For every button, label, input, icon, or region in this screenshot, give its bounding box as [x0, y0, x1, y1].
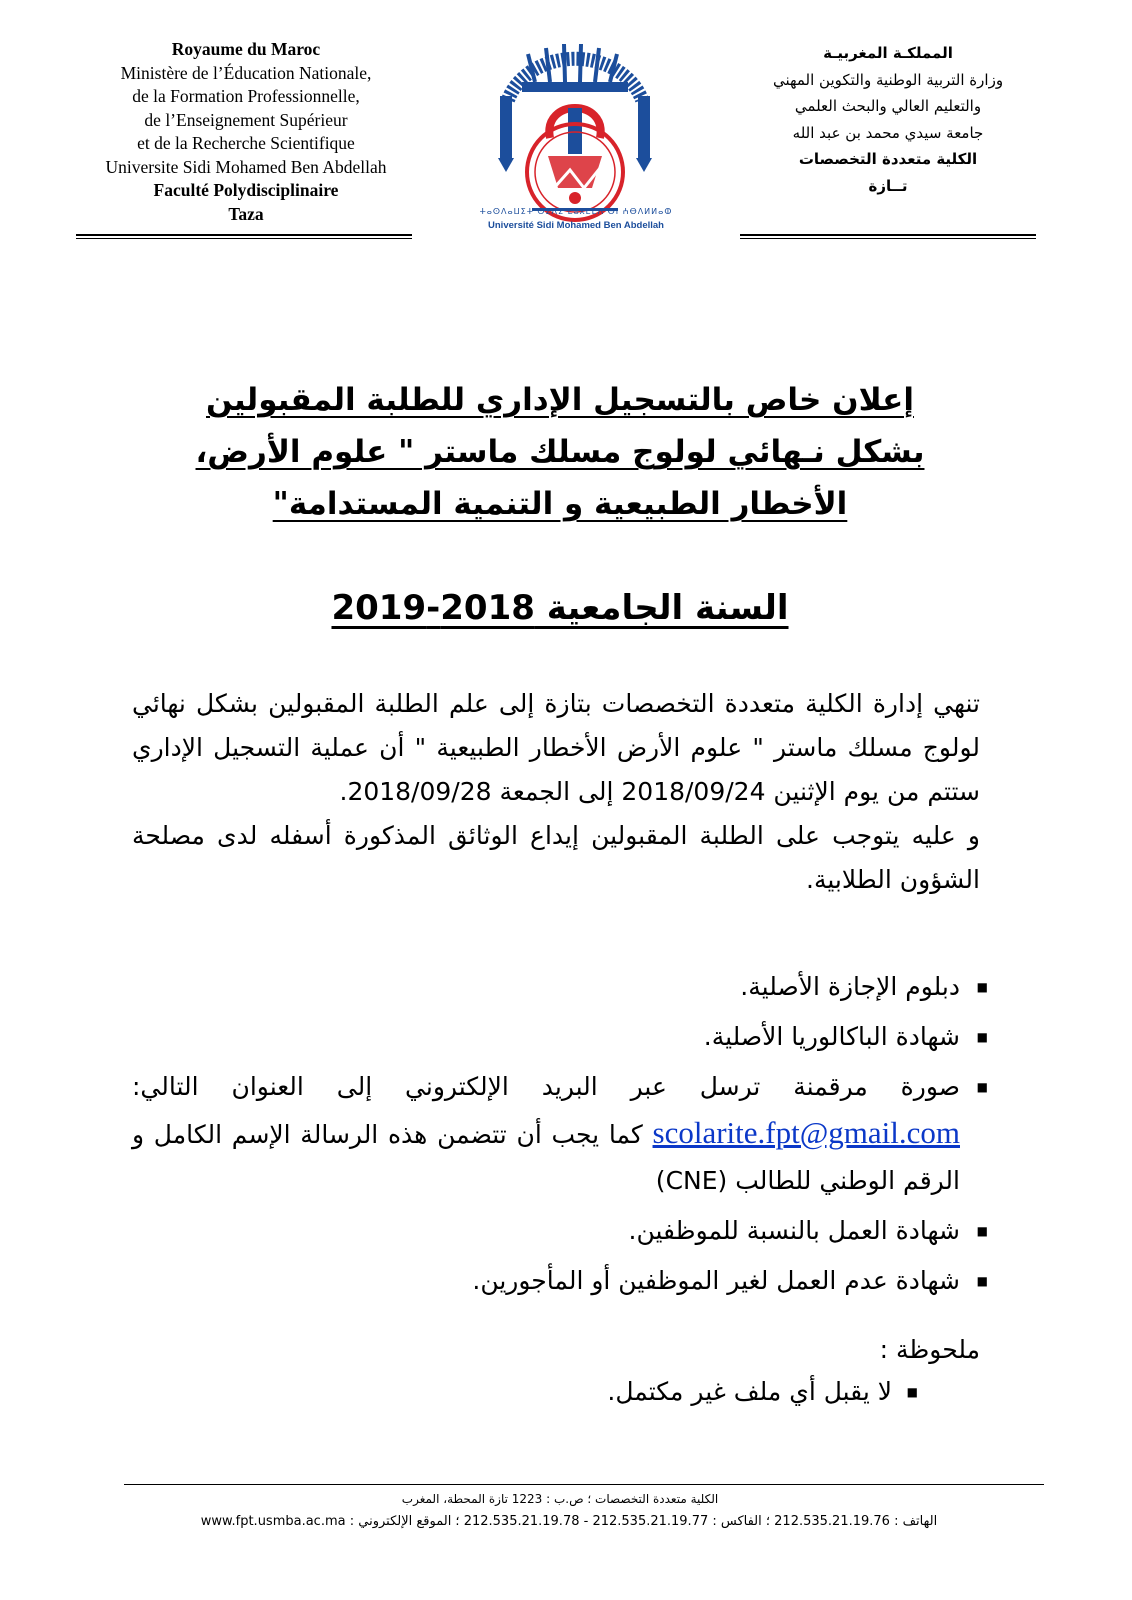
list-item	[500, 1372, 918, 1412]
list-item	[132, 1258, 988, 1304]
body-paragraph-2: و عليه يتوجب على الطلبة المقبولين إيداع الوثائق المذكورة أسفله لدى مصلحة الشؤون الطلابية.	[132, 821, 980, 894]
title-line-2: بشكل نـهائي لولوج مسلك ماستر " علوم الأرض،	[195, 434, 925, 470]
announcement-body	[132, 682, 980, 902]
footer-rule	[124, 1484, 1044, 1485]
document-bachelor-diploma: دبلوم الإجازة الأصلية.	[740, 972, 960, 1001]
academic-year-text: السنة الجامعية 2018-2019	[331, 588, 789, 628]
body-paragraph-1: تنهي إدارة الكلية متعددة التخصصات بتازة إلى علم الطلبة المقبولين بشكل نهائي لولوج مسلك ماستر " علوم الأرض الأخطار الطبيعية " أن عملية التسجيل الإداري ستتم من يوم الإثنين 2018/09/24 إلى الجمعة 2018/09/28.	[132, 689, 980, 806]
header-arabic	[738, 40, 1038, 199]
remark-list	[500, 1372, 918, 1412]
header-fr-ministry: Ministère de l’Éducation Nationale,	[120, 62, 372, 83]
document-work-certificate: شهادة العمل بالنسبة للموظفين.	[628, 1216, 960, 1245]
logo-caption: Université Sidi Mohamed Ben Abdellah	[488, 220, 664, 231]
header-ar-kingdom: المملكـة المغربيـة	[823, 44, 953, 62]
header-fr-rule	[76, 234, 412, 239]
header-ar-university: جامعة سيدي محمد بن عبد الله	[792, 123, 984, 142]
footer-contacts: الهاتف : 212.535.21.19.76 ؛ الفاكس : 212.535.21.19.77 - 212.535.21.19.78 ؛ الموقع الإلكتروني : www.fpt.usmba.ac.ma	[200, 1514, 938, 1529]
header-fr-ministry-3: de l’Enseignement Supérieur	[144, 109, 348, 130]
list-item	[132, 964, 988, 1010]
header-fr-ministry-2: de la Formation Professionnelle,	[132, 86, 360, 106]
announcement-title	[150, 374, 970, 530]
title-line-3: الأخطار الطبيعية و التنمية المستدامة"	[272, 486, 848, 522]
academic-year-heading	[260, 583, 860, 633]
header-fr-kingdom: Royaume du Maroc	[171, 39, 321, 59]
list-item	[132, 1208, 988, 1254]
header-ar-city: تــازة	[868, 176, 908, 195]
header-fr-university: Universite Sidi Mohamed Ben Abdellah	[105, 156, 387, 177]
header-ar-ministry-2: والتعليم العالي والبحث العلمي	[794, 97, 982, 115]
header-ar-rule	[740, 234, 1036, 239]
logo-tifinagh-text: ⵜⴰⵙⴷⴰⵡⵉⵜ ⵙⵉⴷⵉ ⵎⵓⵃⵎⵎⴷ ⴱⵏ ⵄⴱⴷⵍⵍⴰⵀ	[479, 207, 673, 216]
document-non-employment-certificate: شهادة عدم العمل لغير الموظفين أو المأجورين.	[472, 1266, 960, 1295]
remark-label: ملحوظة :	[879, 1335, 980, 1364]
email-link[interactable]: scolarite.fpt@gmail.com	[652, 1115, 960, 1150]
header-french	[78, 38, 414, 226]
header-ar-ministry: وزارة التربية الوطنية والتكوين المهني	[772, 70, 1004, 89]
remark-incomplete-file: لا يقبل أي ملف غير مكتمل.	[607, 1377, 892, 1406]
header-fr-faculty: Faculté Polydisciplinaire	[153, 180, 339, 200]
footer-address: الكلية متعددة التخصصات ؛ ص.ب : 1223 تازة المحطة، المغرب	[401, 1492, 719, 1506]
document-baccalaureate: شهادة الباكالوريا الأصلية.	[703, 1022, 960, 1051]
header-fr-city: Taza	[228, 203, 264, 224]
list-item	[132, 1064, 988, 1204]
header-fr-ministry-4: et de la Recherche Scientifique	[137, 133, 355, 153]
document-digital-copy-note: كما يجب أن تتضمن هذه الرسالة الإسم الكامل و الرقم الوطني للطالب (CNE)	[132, 1120, 960, 1195]
list-item	[132, 1014, 988, 1060]
university-logo-icon	[480, 38, 670, 233]
required-documents-list	[132, 964, 988, 1308]
document-digital-copy: صورة مرقمنة ترسل عبر البريد الإلكتروني إلى العنوان التالي:	[132, 1072, 960, 1101]
title-line-1: إعلان خاص بالتسجيل الإداري للطلبة المقبولين	[206, 382, 914, 418]
header-ar-faculty: الكلية متعددة التخصصات	[798, 150, 978, 168]
